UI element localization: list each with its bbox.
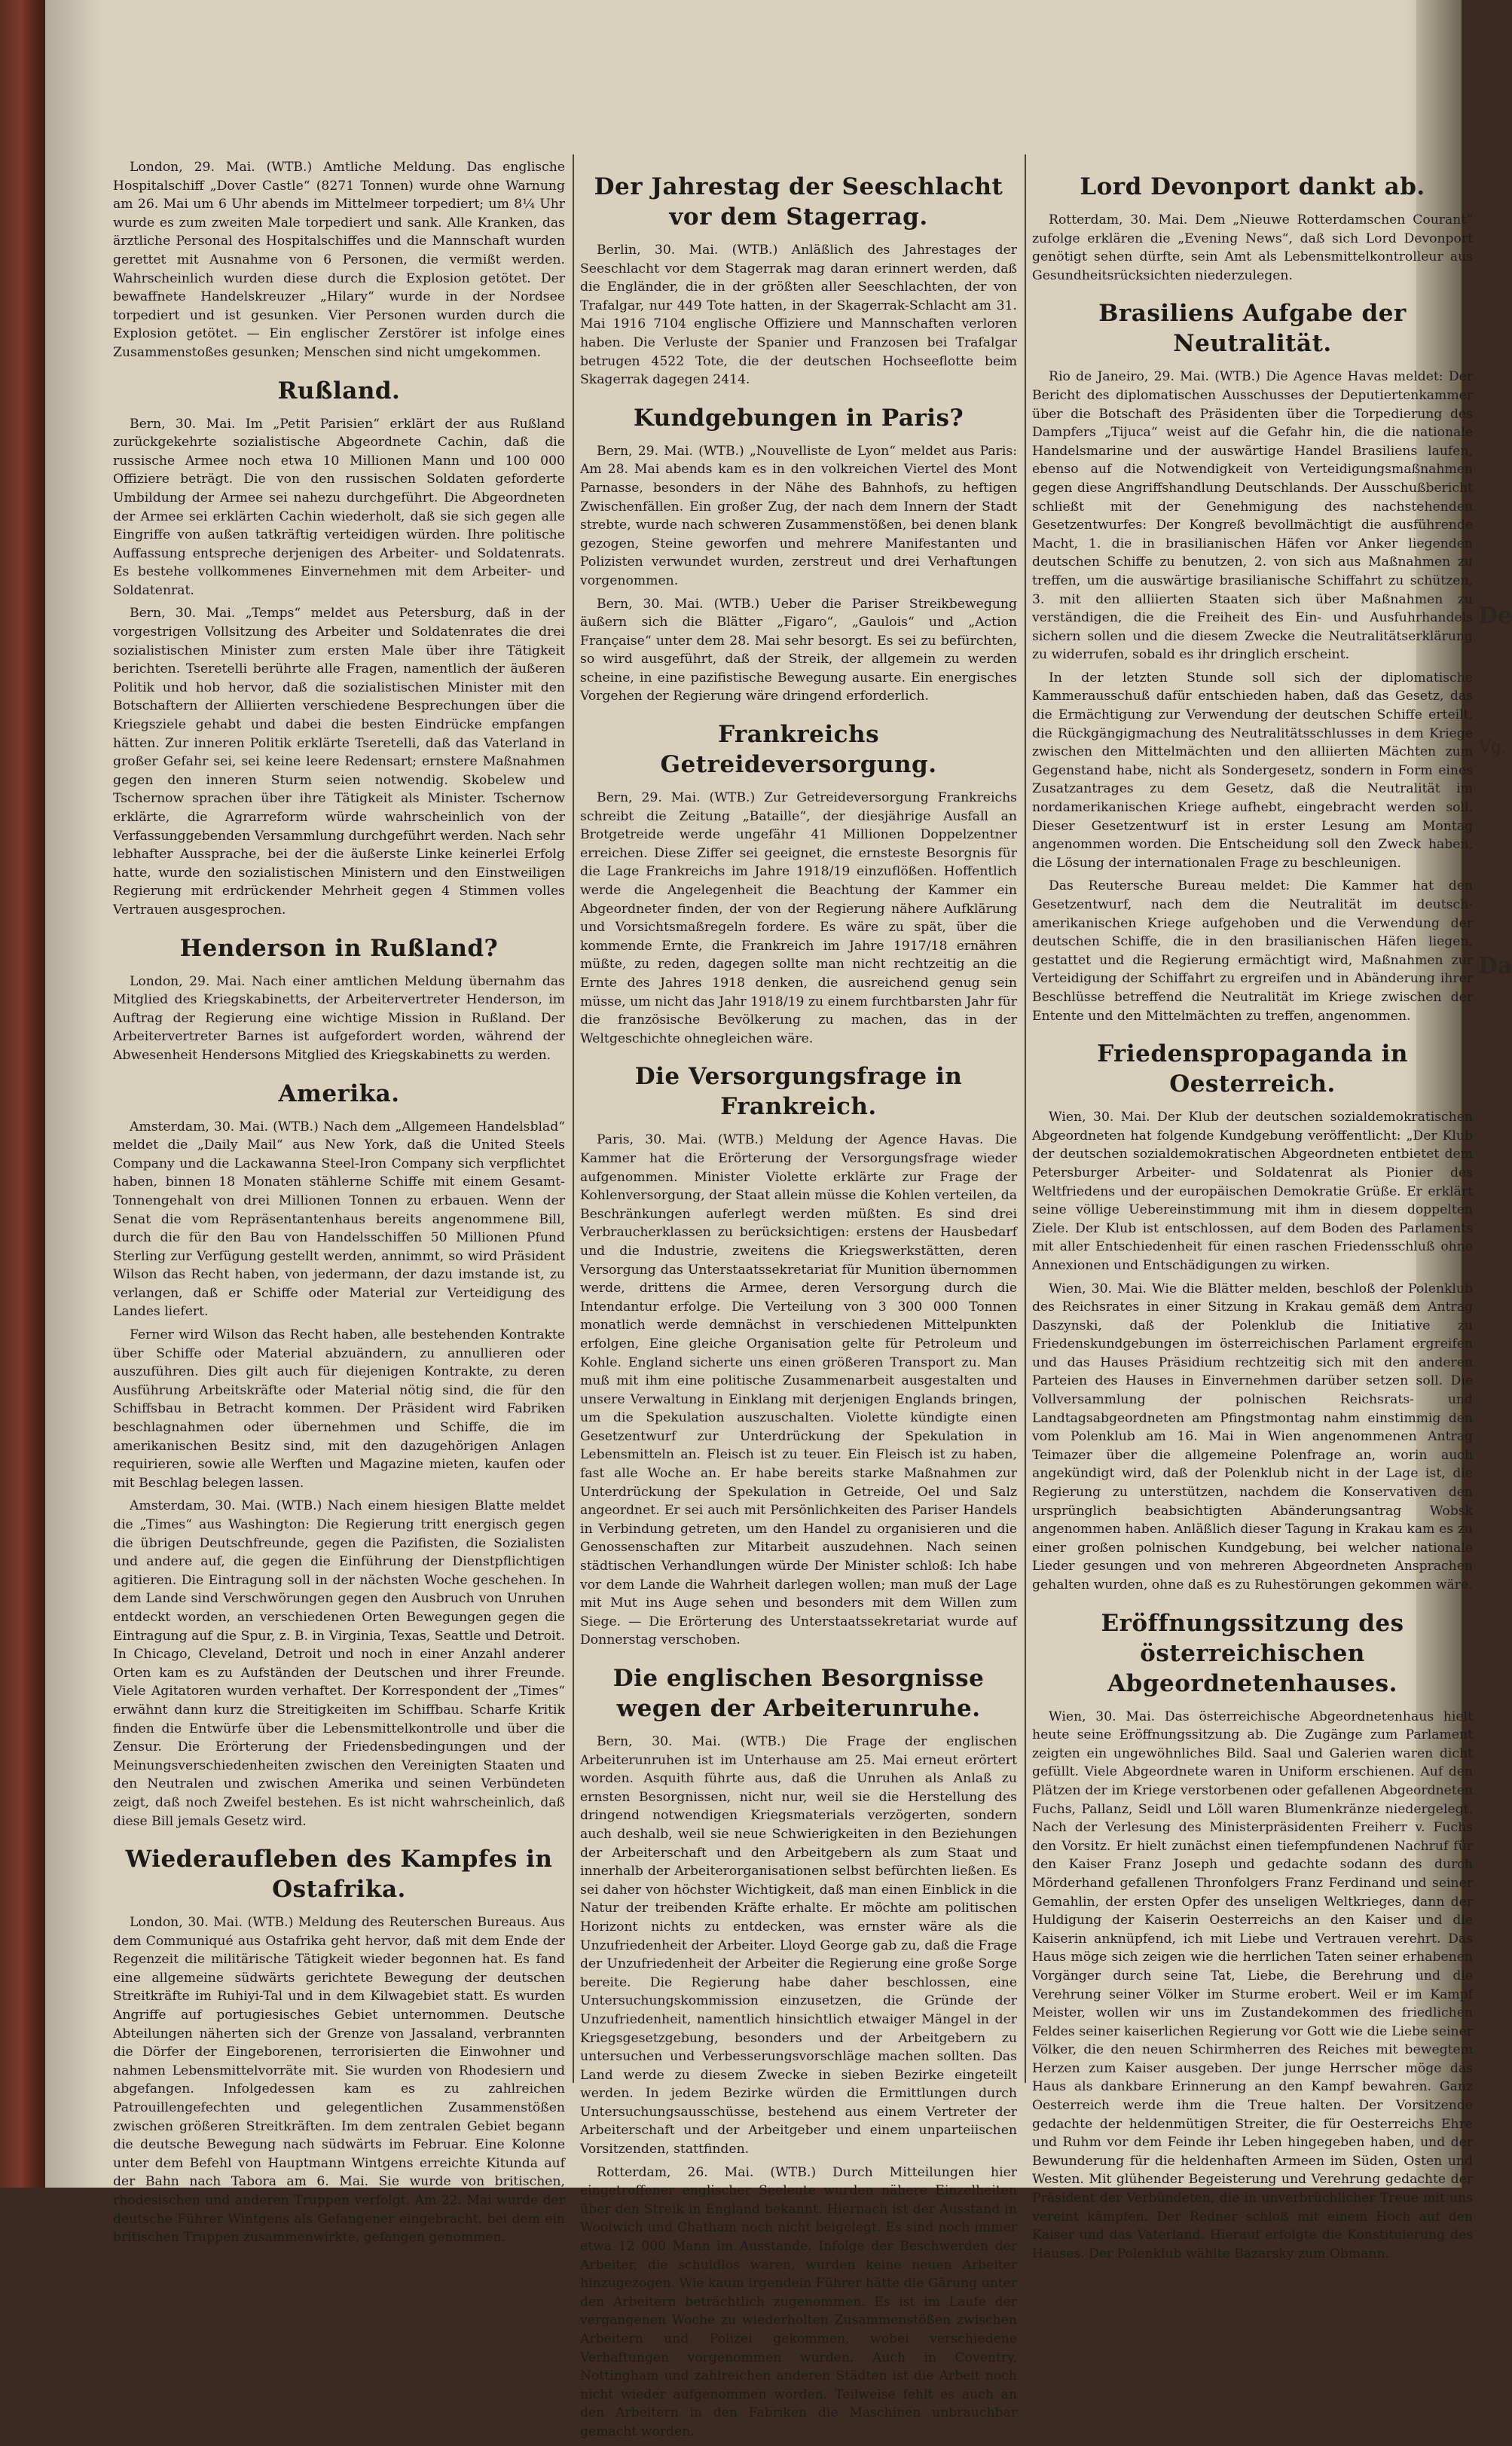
column-2 — [580, 158, 1017, 2446]
headline-stagerrak: Der Jahrestag der Seeschlacht vor dem Stagerrag. — [594, 173, 1003, 231]
article-englische-1: Bern, 30. Mai. (WTB.) Die Frage der englischen Arbeiterunruhen ist im Unterhause am 25. Mai erneut erörtert worden. Asquith führte aus, daß die Unruhen als Anlaß zu ernsten Besorgnissen, nicht nur, weil sie die Herstellung des dringend notwendigen Kriegsmaterials verzögerten, sondern auch deshalb, weil sie neue Schwierigkeiten in den Beziehungen der Arbeiterschaft und den Arbeitgebern als zum Staat und innerhalb der Arbeiterorganisationen selbst befürchten ließen. Es sei daher von höchster Wichtigkeit, daß man einen Einblick in die Natur der treibenden Kräfte erhalte. Er möchte am politischen Horizont nichts zu entdecken, was ernster wäre als die Unzufriedenheit der Arbeiter. Lloyd George gab zu, daß die Frage der Unzufriedenheit der Arbeiter die Regierung eine große Sorge bereite. Die Regierung habe daher beschlossen, eine Untersuchungskommission einzusetzen, die Gründe der Unzufriedenheit, namentlich hinsichtlich etwaiger Mängel in der Kriegsgesetzgebung, besonders und der Arbeitgebern zu untersuchen und Verbesserungsvorschläge machen sollten. Das Land werde zu diesem Zwecke in sieben Bezirke eingeteilt werden. In jedem Bezirke würden die Ermittlungen durch Untersuchungsausschüsse, bestehend aus einem Vertreter der Arbeiterschaft und der Arbeitgeber und einem unparteiischen Vorsitzenden, stattfinden. — [580, 1734, 1017, 2157]
article-friedens-2: Wien, 30. Mai. Wie die Blätter melden, beschloß der Polenklub des Reichsrates in einer Sitzung in Krakau gemäß dem Antrag Daszynski, daß der Polenklub die Initiative zu Friedenskundgebungen im österreichischen Parlament ergreifen und das Hauses Präsidium rechtzeitig sich mit den anderen Parteien des Hauses in Einvernehmen darüber setzen soll. Die Vollversammlung der polnischen Reichsrats- und Landtagsabgeordneten am Pfingstmontag nahm einstimmig den vom Polenklub am 16. Mai in Wien angenommenen Antrag Teimazer über die allgemeine Polenfrage an, worin auch angekündigt wird, daß der Polenklub nicht in der Lage ist, die Regierung zu unterstützen, nachdem die Konservativen den ursprünglich beabsichtigten Abänderungsantrag Wobsk angenommen haben. Anläßlich dieser Tagung in Krakau kam es zu einer großen polnischen Kundgebung, bei welcher nationale Lieder gesungen und von mehreren Abgeordneten Ansprachen gehalten wurden, ohne daß es zu Ruhestörungen gekommen wäre. — [1032, 1281, 1473, 1592]
article-stagerrak: Berlin, 30. Mai. (WTB.) Anläßlich des Jahrestages der Seeschlacht vor dem Stagerrak mag daran erinnert werden, daß die Engländer, die in der größten aller Seeschlachten, der von Trafalgar, nur 449 Tote hatten, in der Skagerrak-Schlacht am 31. Mai 1916 7104 englische Offiziere und Mannschaften verloren haben. Die Verluste der Spanier und Franzosen bei Trafalgar betrugen 4522 Tote, die der deutschen Hochseeflotte beim Skagerrak dagegen 2414. — [580, 243, 1017, 388]
headline-eroeffnung: Eröffnungssitzung des österreichischen Abgeordnetenhauses. — [1101, 1609, 1404, 1697]
article-amerika-2: Ferner wird Wilson das Recht haben, alle bestehenden Kontrakte über Schiffe oder Material abzuändern, zu annullieren oder auszuführen. Dies gilt auch für diejenigen Kontrakte, zu deren Ausführung Arbeitskräfte oder Material nötig sind, die für den Schiffsbau in Betracht kommen. Der Präsident wird Fabriken beschlagnahmen oder übernehmen und Schiffe, die im amerikanischen Besitz sind, mit den dazugehörigen Anlagen requirieren, sowie alle Werften und Magazine mieten, kaufen oder mit Beschlag belegen lassen. — [113, 1327, 565, 1491]
article-henderson: London, 29. Mai. Nach einer amtlichen Meldung übernahm das Mitglied des Kriegskabinetts, der Arbeitervertreter Henderson, im Auftrag der Regierung eine wichtige Mission in Rußland. Der Arbeitervertreter Barnes ist aufgefordert worden, während der Abwesenheit Hendersons Mitglied des Kriegskabinetts zu werden. — [113, 973, 565, 1063]
article-hospital-ship: London, 29. Mai. (WTB.) Amtliche Meldung. Das englische Hospitalschiff „Dover Castle“ (8271 Tonnen) wurde ohne Warnung am 26. Mai um 6 Uhr abends im Mittelmeer torpediert; um 8¼ Uhr wurde es zum zweiten Male torpediert und sank. Alle Kranken, das ärztliche Personal des Hospitalschiffes und die Mannschaft wurden gerettet mit Ausnahme von 6 Personen, die vermißt werden. Wahrscheinlich wurden diese durch die Explosion getötet. Der bewaffnete Handelskreuzer „Hilary“ wurde in der Nordsee torpediert und ist gesunken. Vier Personen wurden durch die Explosion getötet. — Ein englischer Zerstörer ist infolge eines Zusammenstoßes gesunken; Menschen sind nicht umgekommen. — [113, 160, 565, 360]
headline-paris: Kundgebungen in Paris? — [633, 404, 964, 432]
column-3 — [1032, 158, 1473, 2267]
article-versorgung: Paris, 30. Mai. (WTB.) Meldung der Agence Havas. Die Kammer hat die Erörterung der Versorgungsfrage wieder aufgenommen. Minister Violette erklärte zur Frage der Kohlenversorgung, der Staat allein müsse die Kohlen verteilen, da Beschränkungen auferlegt werden müßten. Es sind drei Verbraucherklassen zu berücksichtigen: erstens der Hausbedarf und die Industrie, zweitens die Kriegswerkstätten, deren Versorgung das Unterstaatssekretariat für Munition übernommen werde, drittens die Armee, deren Versorgung durch die Intendantur erfolge. Die Verteilung von 3 300 000 Tonnen monatlich werde demnächst in verschiedenen Mittelpunkten erfolgen, Eine gleiche Organisation gelte für Petroleum und Kohle. England sicherte uns einen größeren Transport zu. Man muß mit ihm eine politische Zusammenarbeit ausgestalten und unsere Verwaltung in Einklang mit derjenigen Englands bringen, um die Spekulation auszuschalten. Violette kündigte einen Gesetzentwurf zur Unterdrückung der Spekulation in Lebensmitteln an. Fleisch ist zu teuer. Ein Fleisch ist zu haben, fast alle Woche an. Er habe bereits starke Maßnahmen zur Unterdrückung der Spekulation in Getreide, Oel und Salz angeordnet. Er sei auch mit Persönlichkeiten des Pariser Handels in Verbindung getreten, um den Handel zu organisieren und die Genossenschaften zur Mitarbeit auszudehnen. Nach seinen städtischen Verhandlungen würde Der Minister schloß: Ich habe vor dem Lande die Wahrheit darlegen wollen; man muß der Lage mit Mut ins Auge sehen und besonders mit dem Willen zum Siege. — Die Erörterung des Unterstaatssekretariat wurde auf Donnerstag verschoben. — [580, 1132, 1017, 1648]
article-brasilien-2: In der letzten Stunde soll sich der diplomatische Kammerausschuß dafür entschieden haben, daß das Gesetz, das die Ermächtigung zur Verwendung der deutschen Schiffe erteilt, die Rückgängigmachung des Neutralitätsschlusses in dem Kriege zwischen den Mittelmächten und den alliierten Mächten zum Gegenstand habe, nicht als Sondergesetz, sondern in Form eines Zusatzantrages zu dem Gesetz, daß die Neutralität im nordamerikanischen Kriege aufhebt, eingebracht werden soll. Dieser Gesetzentwurf ist in erster Lesung am Montag angenommen worden. Die Entscheidung soll den Zweck haben, die Lösung der internationalen Frage zu beschleunigen. — [1032, 670, 1473, 871]
headline-englische: Die englischen Besorgnisse wegen der Arbeiterunruhe. — [612, 1665, 985, 1722]
article-paris-1: Bern, 29. Mai. (WTB.) „Nouvelliste de Lyon“ meldet aus Paris: Am 28. Mai abends kam es in den volkreichen Viertel des Mont Parnasse, besonders in der Nähe des Bahnhofs, zu heftigen Zwischenfällen. Ein großer Zug, der nach dem Innern der Stadt strebte, wurde nach schweren Zusammenstößen, bei denen blank gezogen, Steine geworfen und mehrere Manifestanten und Polizisten verwundet wurden, zerstreut und drei Verhaftungen vorgenommen. — [580, 443, 1017, 588]
next-page-fragment-1: Vg. — [1479, 738, 1507, 757]
article-devonport: Rotterdam, 30. Mai. Dem „Nieuwe Rotterdamschen Courant“ zufolge erklären die „Evening News“, daß sich Lord Devonport genötigt sehen dürfte, sein Amt als Lebensmittelkontrolleur aus Gesundheitsrücksichten niederzulegen. — [1032, 212, 1473, 283]
article-paris-2: Bern, 30. Mai. (WTB.) Ueber die Pariser Streikbewegung äußern sich die Blätter „Figaro“, „Gaulois“ und „Action Française“ unter dem 28. Mai sehr besorgt. Es sei zu befürchten, so wird ausgeführt, daß der Streik, der allgemein zu werden scheine, in eine pazifistische Bewegung ausarte. Ein energisches Vorgehen der Regierung wäre dringend erforderlich. — [580, 596, 1017, 704]
article-russland-1: Bern, 30. Mai. Im „Petit Parisien“ erklärt der aus Rußland zurückgekehrte sozialistische Abgeordnete Cachin, daß die russische Armee noch etwa 10 Millionen Mann und 100 000 Offiziere beträgt. Die von den russischen Soldaten geforderte Umbildung der Armee sei nahezu durchgeführt. Die Abgeordneten der Armee sei erklärten Cachin wiederholt, daß sie sich gegen alle Eingriffe von außen tatkräftig verteidigen würden. Ihre politische Auffassung entspreche derjenigen des Arbeiter- und Soldatenrats. Es bestehe vollkommenes Einvernehmen mit dem Arbeiter- und Soldatenrat. — [113, 416, 565, 598]
headline-getreide: Frankreichs Getreideversorgung. — [660, 721, 937, 779]
article-getreide: Bern, 29. Mai. (WTB.) Zur Getreideversorgung Frankreichs schreibt die Zeitung „Bataille“, der diesjährige Ausfall an Brotgetreide werde ungefähr 41 Millionen Doppelzentner erreichen. Diese Ziffer sei geeignet, die ernsteste Besorgnis für die Lage Frankreichs im Jahre 1918/19 einzuflößen. Hoffentlich werde die Angelegenheit die Beachtung der Kammer ein Abgeordneter finden, der von der Regierung nähere Aufklärung und Vorsichtsmaßregeln fordere. Es wäre zu spät, über die kommende Ernte, die Frankreich im Jahre 1917/18 ernähren müßte, zu reden, dagegen sollte man nicht rechtzeitig an die Ernte des Jahres 1918 denken, die ausreichend genug sein müsse, um nicht das Jahr 1918/19 zu einem furchtbarsten Jahr für die französische Bevölkerung zu machen, das in der Weltgeschichte ohnegleichen wäre. — [580, 790, 1017, 1046]
headline-henderson: Henderson in Rußland? — [179, 934, 499, 962]
article-brasilien-1: Rio de Janeiro, 29. Mai. (WTB.) Die Agence Havas meldet: Der Bericht des diplomatischen Ausschusses der Deputiertenkammer über die Botschaft des Präsidenten über die Torpedierung des Dampfers „Tijuca“ weist auf die Gefahr hin, die die nationale Handelsmarine und der auswärtige Handel Brasiliens laufen, ebenso auf die Notwendigkeit von Verteidigungsmaßnahmen gegen diese Angriffshandlung Deutschlands. Der Ausschußbericht schließt mit der Genehmigung des nachstehenden Gesetzentwurfes: Der Kongreß bevollmächtigt die ausführende Macht, 1. die in brasilianischen Häfen vor Anker liegenden deutschen Schiffe zu benutzen, 2. von sich aus Maßnahmen zu treffen, um die auswärtige brasilianische Schiffahrt zu schützen, 3. mit den alliierten Staaten sich über Maßnahmen zu verständigen, die die Freiheit des Ein- und Ausfuhrhandels sichern sollen und die diesem Zwecke die Neutralitätserklärung zu widerrufen, sobald es ihr dringlich erscheint. — [1032, 369, 1473, 663]
headline-amerika: Amerika. — [278, 1079, 400, 1107]
article-eroeffnung: Wien, 30. Mai. Das österreichische Abgeordnetenhaus hielt heute seine Eröffnungssitzung ab. Die Zugänge zum Parlament zeigten ein ungewöhnliches Bild. Saal und Galerien waren dicht gefüllt. Viele Abgeordnete waren in Uniform erschienen. Auf den Plätzen der im Kriege verstorbenen oder gefallenen Abgeordneten Fuchs, Pallanz, Seidl und Löll waren Blumenkränze niedergelegt. Nach der Verlesung des Ministerpräsidenten Freiherr v. Fuchs den Vorsitz. Er hielt zunächst einen tiefempfundenen Nachruf für den Kaiser Franz Joseph und gedachte sodann des durch Mörderhand gefallenen Thronfolgers Franz Ferdinand und seiner Gemahlin, der ersten Opfer des unseligen Weltkrieges, dann der Huldigung der Kaiserin Oesterreichs an den Kaiser und die Kaiserin anknüpfend, ich mit Liebe und Vertrauen verehrt. Das Haus möge sich zeigen wie die herrlichen Taten seiner erhabenen Vorgänger durch seine Tat, Liebe, die Berehrung und die Verehrung seiner Völker im Sturme erobert. Weil er im Kampf Meister, wollen wir uns im Zustandekommen des friedlichen Feldes seiner kaiserlichen Regierung vor Gott wie die Liebe seiner Völker, die den neuen Schirmherren des Reiches mit bewegtem Herzen zum Kaiser ausgeben. Der junge Herrscher möge das Haus als dankbare Erinnerung an den Kampf bewahren. Ganz Oesterreich werde ihm die Treue halten. Der Vorsitzende gedachte der heldenmütigen Streiter, die für Oesterreichs Ehre und Ruhm vor dem Feinde ihr Leben hingegeben haben, und der Bewunderung für die heldenhaften Armeen im Süden, Osten und Westen. Mit glühender Begeisterung und Verehrung gedachte der Präsident der Verbündeten, die in unverbrüchlicher Treue mit uns vereint kämpfen. Der Redner schloß mit einem Hoch auf den Kaiser und das Vaterland. Hierauf erfolgte die Konstituierung des Hauses. Der Polenklub wählte Bazarsky zum Obmann. — [1032, 1709, 1473, 2261]
article-englische-2: Rotterdam, 26. Mai. (WTB.) Durch Mitteilungen hier eingetroffener englischer Seeleute wurden nähere Einzelheiten über den Streik in England bekannt. Hiernach ist der Ausstand in Woolwich und Chatham noch nicht beigelegt. Es sind noch immer etwa 12 000 Mann im Ausstande. Infolge der Beschwerden der Arbeiter, die schuldlos waren, wurden keine neuen Arbeiter hinzugezogen. Wie kaum irgendein Führer hätte die Gärung unter den Arbeitern beträchtlich zugenommen. Es ist im Laufe der vergangenen Woche zu wiederholten Zusammenstößen zwischen Arbeitern und Polizei gekommen, wobei verschiedene Verhaftungen vorgenommen wurden. Auch in Coventry, Nottingham und zahlreichen anderen Städten ist die Arbeit noch nicht wieder aufgenommen worden. Teilweise fehlt es auch an den Arbeitern in den Fabriken die Maschinen unbrauchbar gemacht worden. — [580, 2164, 1017, 2439]
headline-russland: Rußland. — [277, 377, 401, 405]
column-rule-left — [573, 154, 574, 2083]
headline-ostafrika: Wiederaufleben des Kampfes in Ostafrika. — [125, 1846, 553, 1904]
headline-friedens: Friedenspropaganda in Oesterreich. — [1097, 1040, 1408, 1098]
headline-brasilien: Brasiliens Aufgabe der Neutralität. — [1098, 300, 1407, 358]
article-brasilien-3: Das Reutersche Bureau meldet: Die Kammer hat den Gesetzentwurf, nach dem die Neutralität im deutsch-amerikanischen Kriege aufgehoben und die Verwendung der deutschen Schiffe, die in den brasilianischen Häfen liegen, gestattet und die Regierung ermächtigt wird, Maßnahmen zur Verteidigung der Schiffahrt zu ergreifen und in Abänderung ihrer Beschlüsse betreffend die Neutralität im Kriege zwischen der Entente und den Mittelmächten zu treffen, angenommen. — [1032, 878, 1473, 1024]
column-1 — [113, 158, 565, 2252]
column-rule-right — [1025, 154, 1026, 2083]
article-friedens-1: Wien, 30. Mai. Der Klub der deutschen sozialdemokratischen Abgeordneten hat folgende Kundgebung veröffentlicht: „Der Klub der deutschen sozialdemokratischen Abgeordneten entbietet dem Petersburger Arbeiter- und Soldatenrat als Pionier des Weltfriedens und der europäischen Demokratie Grüße. Er erklärt seine völlige Uebereinstimmung mit ihm in diesem doppelten Ziele. Der Klub ist entschlossen, auf dem Boden des Parlaments mit aller Entschiedenheit für einen raschen Friedensschluß ohne Annexionen und Entschädigungen zu wirken. — [1032, 1110, 1473, 1273]
article-amerika-3: Amsterdam, 30. Mai. (WTB.) Nach einem hiesigen Blatte meldet die „Times“ aus Washington: Die Regierung tritt energisch gegen die übrigen Deutschfreunde, gegen die Pazifisten, die Sozialisten und andere auf, die gegen die Einführung der Dienstpflichtigen agitieren. Die Eintragung soll in der nächsten Woche geschehen. In dem Lande sind Verschwörungen gegen den Ausbruch von Unruhen entdeckt worden, an verschiedenen Orten Bewegungen gegen die Eintragung auf die Spur, z. B. in Virginia, Texas, Seattle und Detroit. In Chicago, Cleveland, Detroit und noch in einer Anzahl anderer Orten kam es zu Aufständen der Deutschen und ihrer Freunde. Viele Agitatoren wurden verhaftet. Der Korrespondent der „Times“ erwähnt dann kurz die Streitigkeiten im Schiffbau. Scharfe Kritik finden die Entwürfe über die Lebensmittelkontrolle und über die Zensur. Die Erörterung der Friedensbedingungen und der Meinungsverschiedenheiten zwischen den Vereinigten Staaten und den Neutralen und zwischen Amerika und seinen Verbündeten zeigt, daß noch Zweifel bestehen. Es ist nicht wahrscheinlich, daß diese Bill jemals Gesetz wird. — [113, 1498, 565, 1829]
article-amerika-1: Amsterdam, 30. Mai. (WTB.) Nach dem „Allgemeen Handelsblad“ meldet die „Daily Mail“ aus New York, daß die United Steels Company und die Lackawanna Steel-Iron Company sich verpflichtet haben, binnen 18 Monaten stählerne Schiffe mit einem Gesamt-Tonnengehalt von drei Millionen Tonnen zu erbauen. Wenn der Senat die vom Repräsentantenhaus bereits angenommene Bill, durch die für den Bau von Handelsschiffen 50 Millionen Pfund Sterling zur Verfügung gestellt werden, annimmt, so wird Präsident Wilson das Recht haben, von jedermann, der dazu imstande ist, zu verlangen, daß er Schiffe oder Material zur Verteidigung des Landes liefert. — [113, 1119, 565, 1320]
article-ostafrika: London, 30. Mai. (WTB.) Meldung des Reuterschen Bureaus. Aus dem Communiqué aus Ostafrika geht hervor, daß mit dem Ende der Regenzeit die militärische Tätigkeit wieder begonnen hat. Es fand eine allgemeine südwärts gerichtete Bewegung der deutschen Streitkräfte im Ruhiyi-Tal und in dem Kilwagebiet statt. Es wurden Angriffe auf portugiesisches Gebiet unternommen. Deutsche Abteilungen näherten sich der Grenze von Jassaland, verbrannten die Dörfer der Eingeborenen, terrorisierten die Einwohner und nahmen Lebensmittelvorräte mit. Sie wurden von Rhodesiern und abgefangen. Infolgedessen kam es zu zahlreichen Patrouillengefechten und gelegentlichen Zusammenstößen zwischen größeren Streitkräften. Im dem zentralen Gebiet begann die deutsche Bewegung nach südwärts im Februar. Eine Kolonne unter dem Befehl von Hauptmann Wintgens erreichte Kitunda auf der Bahn nach Tabora am 6. Mai. Sie wurde von britischen, rhodesischen und anderen Truppen verfolgt. Am 22. Mai wurde der deutsche Führer Wintgens als Gefangener eingebracht, bei dem ein britischen Truppen zusammenwirkte, gefangen genommen. — [113, 1915, 565, 2246]
article-russland-2: Bern, 30. Mai. „Temps“ meldet aus Petersburg, daß in der vorgestrigen Vollsitzung des Arbeiter und Soldatenrates die drei sozialistischen Minister zum ersten Male über ihre Tätigkeit berichten. Tseretelli berührte alle Fragen, namentlich der äußeren Politik und hob hervor, daß die sozialistischen Minister mit den Botschaftern der Alliierten verschiedene Besprechungen über die Kriegsziele gehabt und dabei die besten Eindrücke empfangen hätten. Zur inneren Politik erklärte Tseretelli, daß das Vaterland in großer Gefahr sei, sei keine leere Redensart; ernstere Maßnahmen gegen den inneren Sturm seien notwendig. Skobelew und Tschernow sprachen über ihre Tätigkeit als Minister. Tschernow erklärte, die Agrarreform würde wahrscheinlich von der Verfassunggebenden Versammlung durchgeführt werden. Nach sehr lebhafter Aussprache, bei der die äußerste Linke keinerlei Erfolg hatte, wurde den sozialistischen Ministern und den Einstweiligen Regierung mit erdrückender Mehrheit gegen 4 Stimmen volles Vertrauen ausgesprochen. — [113, 606, 565, 918]
headline-devonport: Lord Devonport dankt ab. — [1080, 173, 1425, 200]
next-page-fragment-3: De — [1478, 603, 1512, 629]
next-page-fragment-2: Da — [1478, 953, 1512, 979]
headline-versorgung: Die Versorgungsfrage in Frankreich. — [634, 1063, 963, 1121]
